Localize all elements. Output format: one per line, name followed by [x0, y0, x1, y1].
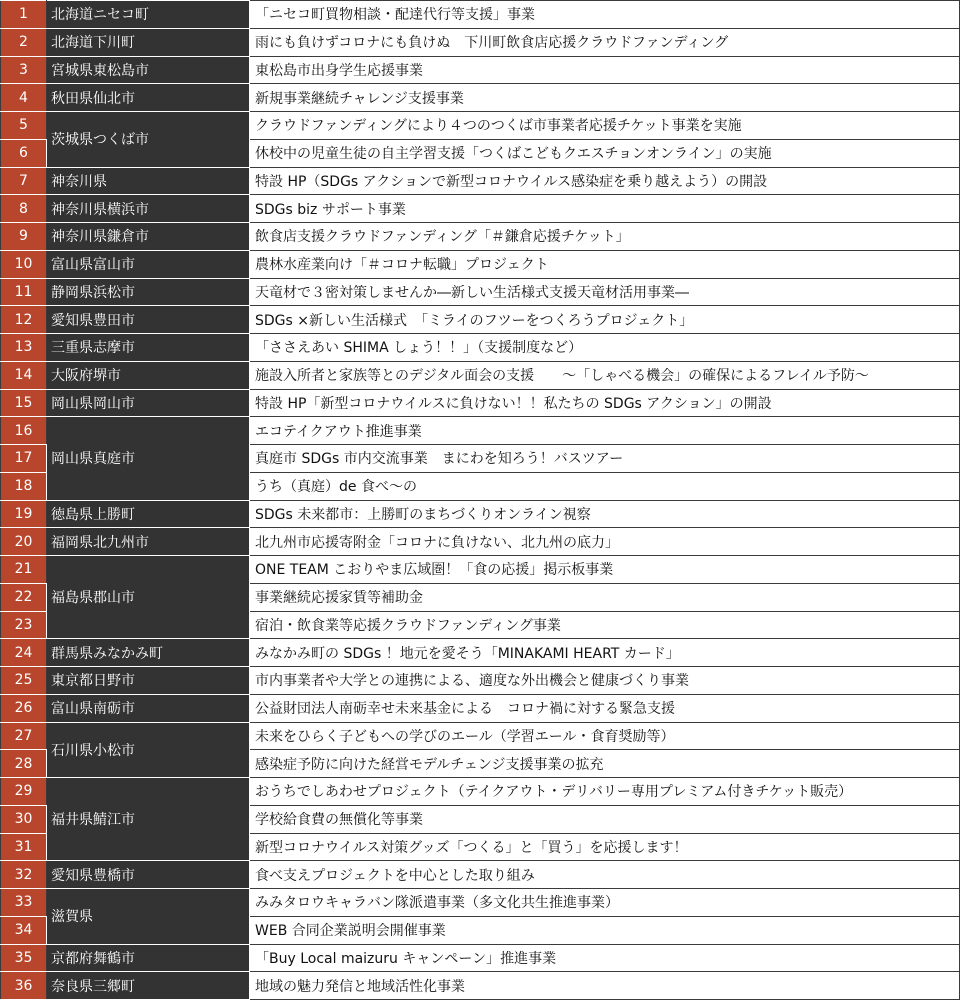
project-cell: 天竜材で３密対策しませんか―新しい生活様式支援天竜材活用事業―: [250, 278, 960, 306]
table-row: [1, 528, 960, 556]
table-row: [1, 167, 960, 195]
row-number: 30: [1, 805, 47, 833]
row-number: 26: [1, 694, 47, 722]
municipality-cell: 富山県南砺市: [47, 694, 250, 722]
row-number: 27: [1, 722, 47, 750]
municipality-cell: 秋田県仙北市: [47, 84, 250, 112]
municipality-cell: 滋賀県: [47, 889, 250, 945]
table-row: [1, 56, 960, 84]
project-cell: 特設 HP（SDGs アクションで新型コロナウイルス感染症を乗り越えよう）の開設: [250, 167, 960, 195]
municipality-cell: 福井県鯖江市: [47, 778, 250, 861]
project-cell: 未来をひらく子どもへの学びのエール（学習エール・食育奨励等）: [250, 722, 960, 750]
project-cell: 飲食店支援クラウドファンディング「＃鎌倉応援チケット」: [250, 223, 960, 251]
row-number: 20: [1, 528, 47, 556]
row-number: 22: [1, 583, 47, 611]
project-cell: 東松島市出身学生応援事業: [250, 56, 960, 84]
project-cell: 雨にも負けずコロナにも負けぬ 下川町飲食店応援クラウドファンディング: [250, 28, 960, 56]
project-cell: SDGs ×新しい生活様式 「ミライのフツーをつくろうプロジェクト」: [250, 306, 960, 334]
project-cell: 地域の魅力発信と地域活性化事業: [250, 972, 960, 1000]
project-cell: 休校中の児童生徒の自主学習支援「つくばこどもクエスチョンオンライン」の実施: [250, 139, 960, 167]
municipality-cell: 徳島県上勝町: [47, 500, 250, 528]
row-number: 7: [1, 167, 47, 195]
project-cell: 食べ支えプロジェクトを中心とした取り組み: [250, 861, 960, 889]
row-number: 5: [1, 112, 47, 140]
project-cell: ONE TEAM こおりやま広域圏！「食の応援」掲示板事業: [250, 556, 960, 584]
municipality-cell: 愛知県豊田市: [47, 306, 250, 334]
municipality-cell: 北海道下川町: [47, 28, 250, 56]
table-row: [1, 389, 960, 417]
row-number: 23: [1, 611, 47, 639]
project-cell: エコテイクアウト推進事業: [250, 417, 960, 445]
row-number: 14: [1, 361, 47, 389]
row-number: 12: [1, 306, 47, 334]
municipality-cell: 岡山県岡山市: [47, 389, 250, 417]
row-number: 8: [1, 195, 47, 223]
project-cell: クラウドファンディングにより４つのつくば市事業者応援チケット事業を実施: [250, 112, 960, 140]
table-row: [1, 1, 960, 29]
municipality-cell: 福岡県北九州市: [47, 528, 250, 556]
municipality-cell: 岡山県真庭市: [47, 417, 250, 500]
row-number: 13: [1, 334, 47, 362]
project-cell: 施設入所者と家族等とのデジタル面会の支援 ～「しゃべる機会」の確保によるフレイル予防～: [250, 361, 960, 389]
project-cell: 農林水産業向け「＃コロナ転職」プロジェクト: [250, 250, 960, 278]
row-number: 24: [1, 639, 47, 667]
project-cell: 新規事業継続チャレンジ支援事業: [250, 84, 960, 112]
row-number: 33: [1, 889, 47, 917]
project-cell: 公益財団法人南砺幸せ未来基金による コロナ禍に対する緊急支援: [250, 694, 960, 722]
table-row: [1, 84, 960, 112]
project-cell: 北九州市応援寄附金「コロナに負けない、北九州の底力」: [250, 528, 960, 556]
municipality-cell: 石川県小松市: [47, 722, 250, 778]
project-cell: 新型コロナウイルス対策グッズ「つくる」と「買う」を応援します！: [250, 833, 960, 861]
project-table-body: [1, 1, 960, 1000]
row-number: 10: [1, 250, 47, 278]
project-cell: うち（真庭）de 食べ～の: [250, 472, 960, 500]
table-row: [1, 28, 960, 56]
project-cell: おうちでしあわせプロジェクト（テイクアウト・デリバリー専用プレミアム付きチケット販売）: [250, 778, 960, 806]
table-row: [1, 306, 960, 334]
municipality-cell: 静岡県浜松市: [47, 278, 250, 306]
table-row: [1, 334, 960, 362]
table-row: [1, 889, 960, 917]
municipality-cell: 三重県志摩市: [47, 334, 250, 362]
municipality-cell: 愛知県豊橋市: [47, 861, 250, 889]
municipality-cell: 群馬県みなかみ町: [47, 639, 250, 667]
table-row: [1, 500, 960, 528]
table-row: [1, 361, 960, 389]
project-cell: みなかみ町の SDGs ！地元を愛そう「MINAKAMI HEART カード」: [250, 639, 960, 667]
table-row: [1, 250, 960, 278]
row-number: 19: [1, 500, 47, 528]
row-number: 1: [1, 1, 47, 29]
row-number: 18: [1, 472, 47, 500]
project-cell: SDGs 未来都市：上勝町のまちづくりオンライン視察: [250, 500, 960, 528]
municipality-cell: 神奈川県鎌倉市: [47, 223, 250, 251]
municipality-cell: 大阪府堺市: [47, 361, 250, 389]
project-cell: WEB 合同企業説明会開催事業: [250, 916, 960, 944]
municipality-cell: 茨城県つくば市: [47, 112, 250, 168]
table-row: [1, 223, 960, 251]
table-row: [1, 556, 960, 584]
row-number: 15: [1, 389, 47, 417]
table-row: [1, 639, 960, 667]
row-number: 35: [1, 944, 47, 972]
row-number: 6: [1, 139, 47, 167]
row-number: 9: [1, 223, 47, 251]
project-cell: 「ニセコ町買物相談・配達代行等支援」事業: [250, 1, 960, 29]
row-number: 36: [1, 972, 47, 1000]
project-cell: 宿泊・飲食業等応援クラウドファンディング事業: [250, 611, 960, 639]
row-number: 31: [1, 833, 47, 861]
row-number: 16: [1, 417, 47, 445]
project-cell: 「ささえあい SHIMA しょう！！」（支援制度など）: [250, 334, 960, 362]
row-number: 34: [1, 916, 47, 944]
project-cell: 「Buy Local maizuru キャンペーン」推進事業: [250, 944, 960, 972]
row-number: 2: [1, 28, 47, 56]
row-number: 4: [1, 84, 47, 112]
row-number: 29: [1, 778, 47, 806]
project-cell: 市内事業者や大学との連携による、適度な外出機会と健康づくり事業: [250, 667, 960, 695]
municipality-cell: 東京都日野市: [47, 667, 250, 695]
table-row: [1, 972, 960, 1000]
row-number: 3: [1, 56, 47, 84]
project-cell: 事業継続応援家賃等補助金: [250, 583, 960, 611]
municipality-cell: 京都府舞鶴市: [47, 944, 250, 972]
municipality-cell: 奈良県三郷町: [47, 972, 250, 1000]
municipality-cell: 北海道ニセコ町: [47, 1, 250, 29]
table-row: [1, 861, 960, 889]
table-row: [1, 112, 960, 140]
project-cell: みみタロウキャラバン隊派遣事業（多文化共生推進事業）: [250, 889, 960, 917]
municipality-cell: 富山県富山市: [47, 250, 250, 278]
table-row: [1, 778, 960, 806]
table-row: [1, 722, 960, 750]
row-number: 21: [1, 556, 47, 584]
municipality-cell: 神奈川県: [47, 167, 250, 195]
row-number: 11: [1, 278, 47, 306]
table-row: [1, 694, 960, 722]
project-cell: 学校給食費の無償化等事業: [250, 805, 960, 833]
row-number: 17: [1, 445, 47, 473]
project-cell: 特設 HP「新型コロナウイルスに負けない！！私たちの SDGs アクション」の開設: [250, 389, 960, 417]
table-row: [1, 278, 960, 306]
table-row: [1, 667, 960, 695]
municipality-cell: 神奈川県横浜市: [47, 195, 250, 223]
table-row: [1, 944, 960, 972]
municipality-cell: 福島県郡山市: [47, 556, 250, 639]
row-number: 25: [1, 667, 47, 695]
municipality-cell: 宮城県東松島市: [47, 56, 250, 84]
project-cell: 真庭市 SDGs 市内交流事業 まにわを知ろう！バスツアー: [250, 445, 960, 473]
row-number: 32: [1, 861, 47, 889]
table-row: [1, 417, 960, 445]
table-row: [1, 195, 960, 223]
project-cell: 感染症予防に向けた経営モデルチェンジ支援事業の拡充: [250, 750, 960, 778]
row-number: 28: [1, 750, 47, 778]
project-cell: SDGs biz サポート事業: [250, 195, 960, 223]
